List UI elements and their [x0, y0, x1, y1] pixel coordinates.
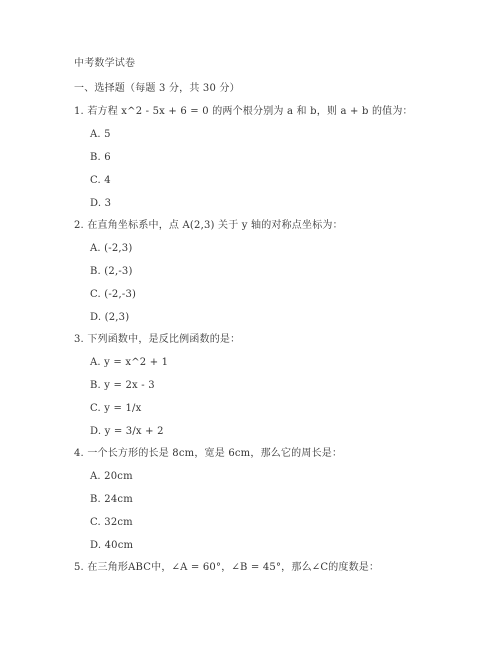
- question-2-stem: 2. 在直角坐标系中，点 A(2,3) 关于 y 轴的对称点坐标为：: [74, 220, 343, 231]
- question-2-option-d: D. (2,3): [90, 312, 130, 323]
- exam-title: 中考数学试卷: [74, 58, 136, 69]
- question-2-option-a: A. (-2,3): [90, 243, 133, 254]
- question-4-option-d: D. 40cm: [90, 540, 134, 551]
- question-4-option-c: C. 32cm: [90, 517, 133, 528]
- question-1-option-c: C. 4: [90, 175, 111, 186]
- question-1-stem: 1. 若方程 x^2 - 5x + 6 = 0 的两个根分别为 a 和 b，则 a + b 的值为：: [74, 106, 413, 117]
- question-1-option-a: A. 5: [90, 129, 111, 140]
- question-4-option-a: A. 20cm: [90, 471, 133, 482]
- question-3-option-d: D. y = 3/x + 2: [90, 426, 164, 437]
- question-4-stem: 4. 一个长方形的长是 8cm，宽是 6cm，那么它的周长是：: [74, 448, 343, 459]
- question-1-option-b: B. 6: [90, 152, 111, 163]
- question-3-option-c: C. y = 1/x: [90, 403, 142, 414]
- question-3-stem: 3. 下列函数中，是反比例函数的是：: [74, 334, 241, 345]
- question-1-option-d: D. 3: [90, 198, 112, 209]
- question-2-option-b: B. (2,-3): [90, 266, 133, 277]
- question-5-stem: 5. 在三角形ABC中，∠A = 60°，∠B = 45°，那么∠C的度数是：: [74, 562, 380, 573]
- question-3-option-a: A. y = x^2 + 1: [90, 357, 169, 368]
- section-heading: 一、选择题（每题 3 分，共 30 分）: [74, 83, 240, 94]
- question-2-option-c: C. (-2,-3): [90, 289, 137, 300]
- question-3-option-b: B. y = 2x - 3: [90, 380, 155, 391]
- question-4-option-b: B. 24cm: [90, 494, 133, 505]
